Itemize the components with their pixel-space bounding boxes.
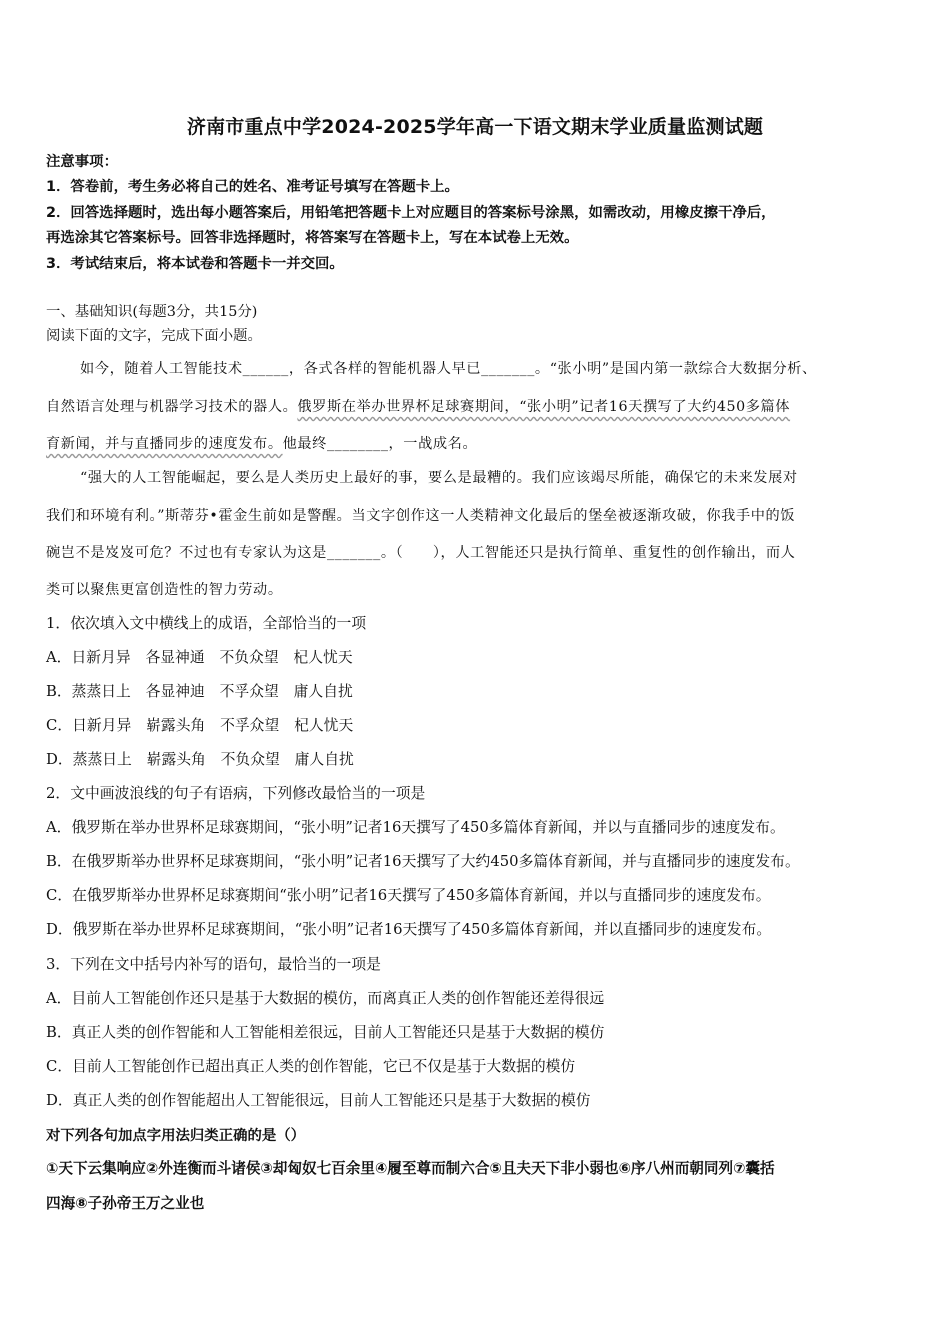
passage-line: “强大的人工智能崛起，要么是人类历史上最好的事，要么是最糟的。我们应该竭尽所能，确保它的未来发展对 [80, 470, 798, 486]
question-stem: 1．依次填入文中横线上的成语，全部恰当的一项 [46, 615, 367, 632]
question-option: C．在俄罗斯举办世界杯足球赛期间“张小明”记者16天撰写了450多篇体育新闻，并以与直播同步的速度发布。 [46, 887, 771, 904]
question-option: C．日新月异 崭露头角 不孚众望 杞人忧天 [46, 717, 354, 734]
passage-line [46, 397, 790, 417]
notice-item: 1．答卷前，考生务必将自己的姓名、准考证号填写在答题卡上。 [46, 179, 459, 195]
passage-line [46, 434, 477, 454]
question-option: D．蒸蒸日上 崭露头角 不负众望 庸人自扰 [46, 751, 354, 768]
passage-line: 类可以聚焦更富创造性的智力劳动。 [46, 582, 283, 598]
question-option: B．真正人类的创作智能和人工智能相差很远，目前人工智能还只是基于大数据的模仿 [46, 1024, 605, 1041]
question-text: ①天下云集响应②外连衡而斗诸侯③却匈奴七百余里④履至尊而制六合⑤且夫天下非小弱也⑥序八州而朝同列⑦囊括 [46, 1160, 775, 1177]
question-stem: 2．文中画波浪线的句子有语病，下列修改最恰当的一项是 [46, 785, 426, 802]
notice-item: 2．回答选择题时，选出每小题答案后，用铅笔把答题卡上对应题目的答案标号涂黑，如需改动，用橡皮擦干净后， [46, 205, 776, 221]
wavy-underlined-sentence: 育新闻，并与直播同步的速度发布。 [46, 436, 283, 452]
question-option: A．俄罗斯在举办世界杯足球赛期间，“张小明”记者16天撰写了450多篇体育新闻，并以与直播同步的速度发布。 [46, 819, 785, 836]
passage-line: 碗岂不是岌岌可危？不过也有专家认为这是_______。（ ），人工智能还只是执行简单、重复性的创作输出，而人 [46, 545, 796, 561]
question-option: C．目前人工智能创作已超出真正人类的创作智能，它已不仅是基于大数据的模仿 [46, 1058, 576, 1075]
page-title: 济南市重点中学2024-2025学年高一下语文期末学业质量监测试题 [186, 116, 764, 138]
notice-item: 3．考试结束后，将本试卷和答题卡一并交回。 [46, 256, 344, 272]
section-instruction: 阅读下面的文字，完成下面小题。 [46, 328, 262, 344]
passage-line: 如今，随着人工智能技术______，各式各样的智能机器人早已_______。“张小明”是国内第一款综合大数据分析、 [80, 361, 817, 377]
question-option: A．目前人工智能创作还只是基于大数据的模仿，而离真正人类的创作智能还差得很远 [46, 990, 605, 1007]
question-text: 四海⑧子孙帝王万之业也 [46, 1195, 205, 1212]
question-option: A．日新月异 各显神通 不负众望 杞人忧天 [46, 649, 353, 666]
notice-heading: 注意事项： [46, 154, 118, 170]
passage-text: 自然语言处理与机器学习技术的器人。 [46, 399, 298, 415]
passage-line: 我们和环境有利。”斯蒂芬•霍金生前如是警醒。当文字创作这一人类精神文化最后的堡垒被逐渐攻破，你我手中的饭 [46, 508, 796, 524]
question-stem: 对下列各句加点字用法归类正确的是（） [46, 1128, 306, 1144]
passage-text: 他最终________，一战成名。 [282, 436, 478, 452]
question-stem: 3．下列在文中括号内补写的语句，最恰当的一项是 [46, 956, 381, 973]
section-heading: 一、基础知识(每题3分，共15分) [46, 304, 258, 320]
question-option: D．俄罗斯在举办世界杯足球赛期间，“张小明”记者16天撰写了450多篇体育新闻，并以直播同步的速度发布。 [46, 921, 772, 938]
question-option: B．在俄罗斯举办世界杯足球赛期间，“张小明”记者16天撰写了大约450多篇体育新闻，并与直播同步的速度发布。 [46, 853, 800, 870]
wavy-underlined-sentence: 俄罗斯在举办世界杯足球赛期间，“张小明”记者16天撰写了大约450多篇体 [297, 399, 791, 415]
question-option: D．真正人类的创作智能超出人工智能很远，目前人工智能还只是基于大数据的模仿 [46, 1092, 591, 1109]
notice-item: 再选涂其它答案标号。回答非选择题时，将答案写在答题卡上，写在本试卷上无效。 [46, 230, 579, 246]
question-option: B．蒸蒸日上 各显神迪 不孚众望 庸人自扰 [46, 683, 353, 700]
